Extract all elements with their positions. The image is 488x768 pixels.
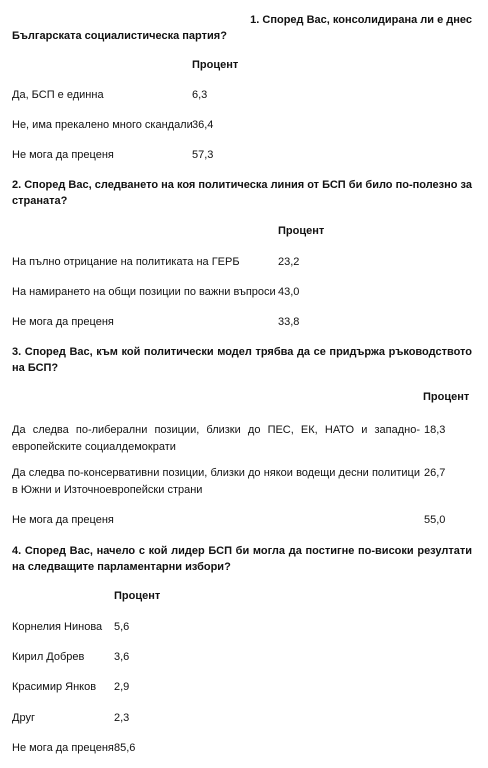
question-2-column-header: Процент bbox=[278, 225, 325, 237]
question-4-row-label: Корнелия Нинова bbox=[12, 621, 103, 633]
question-4-row-label: Не мога да преценя bbox=[12, 742, 114, 754]
question-4-row-value: 3,6 bbox=[114, 651, 130, 663]
question-3-row-label: Да следва по-либерални позиции, близки до ПЕС, ЕК, НАТО и западно-европейските социалдемократи bbox=[12, 424, 420, 453]
question-2-row-value: 23,2 bbox=[278, 256, 300, 268]
question-3-column-header: Процент bbox=[423, 391, 470, 403]
question-4-row-label: Красимир Янков bbox=[12, 681, 97, 693]
question-4-row-label: Друг bbox=[12, 712, 35, 724]
question-3-row-label: Да следва по-консервативни позиции, близки до някои водещи десни политици в Южни и Източноевропейски страни bbox=[12, 467, 420, 496]
question-2-row-label: Не мога да преценя bbox=[12, 316, 114, 328]
question-1-row-label: Не мога да преценя bbox=[12, 149, 114, 161]
question-4-title: 4. Според Вас, начело с кой лидер БСП би могла да постигне по-високи резултати на следващите парламентарни избори? bbox=[12, 545, 472, 573]
question-1-title-line2: Българската социалистическа партия? bbox=[12, 30, 227, 42]
question-1-title bbox=[12, 12, 472, 44]
question-4-row-value: 2,3 bbox=[114, 712, 130, 724]
question-2-row-value: 33,8 bbox=[278, 316, 300, 328]
question-4-row-label: Кирил Добрев bbox=[12, 651, 85, 663]
question-3-row-value: 55,0 bbox=[424, 514, 446, 526]
question-4-row-value: 85,6 bbox=[114, 742, 136, 754]
question-2-row-label: На пълно отрицание на политиката на ГЕРБ bbox=[12, 256, 240, 268]
question-2-row-value: 43,0 bbox=[278, 286, 300, 298]
question-3-row-value: 26,7 bbox=[424, 467, 446, 479]
question-3-title: 3. Според Вас, към кой политически модел трябва да се придържа ръководството на БСП? bbox=[12, 346, 472, 374]
question-2-title: 2. Според Вас, следването на коя политическа линия от БСП би било по-полезно за страната? bbox=[12, 179, 472, 207]
question-4-row-value: 5,6 bbox=[114, 621, 130, 633]
question-2-row-label: На намирането на общи позиции по важни въпроси bbox=[12, 286, 276, 298]
question-4-row-value: 2,9 bbox=[114, 681, 130, 693]
question-1-row-value: 57,3 bbox=[192, 149, 214, 161]
question-4-column-header: Процент bbox=[114, 590, 161, 602]
question-1-row-value: 6,3 bbox=[192, 89, 208, 101]
question-1-row-value: 36,4 bbox=[192, 119, 214, 131]
question-1-row-label: Не, има прекалено много скандали bbox=[12, 119, 193, 131]
question-1-row-label: Да, БСП е единна bbox=[12, 89, 104, 101]
question-3-row-label: Не мога да преценя bbox=[12, 514, 114, 526]
question-1-column-header: Процент bbox=[192, 59, 239, 71]
question-1-title-line1: 1. Според Вас, консолидирана ли е днес bbox=[250, 14, 472, 26]
question-3-row-value: 18,3 bbox=[424, 424, 446, 436]
